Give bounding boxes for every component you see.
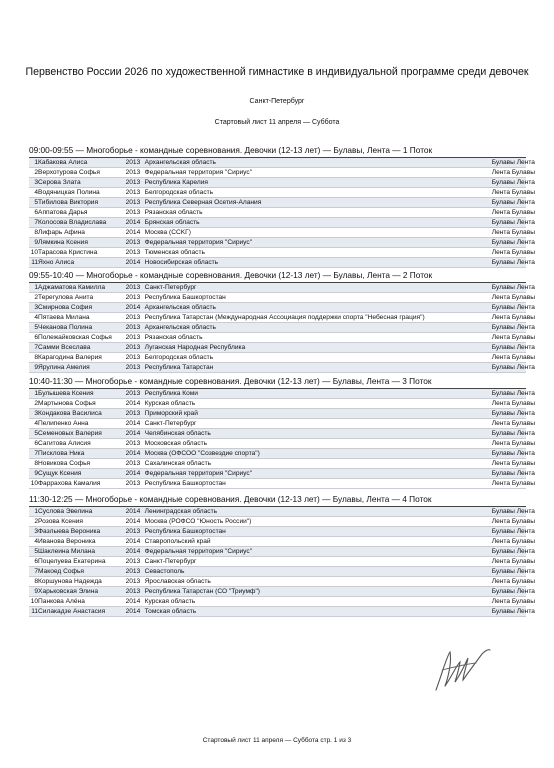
region-name: Республика Северная Осетия-Алания xyxy=(145,198,492,208)
table-row xyxy=(29,409,526,419)
athlete-name: Лифарь Афина xyxy=(38,228,126,238)
region-name: Москва (ОФСОО "Созвездие спорта") xyxy=(145,449,492,459)
region-name: Курская область xyxy=(145,597,492,607)
region-name: Ярославская область xyxy=(145,577,492,587)
start-list-date: Стартовый лист 11 апреля — Суббота xyxy=(214,119,340,126)
row-number: 2 xyxy=(29,399,38,409)
apparatus-order: Булавы Лента xyxy=(491,528,535,535)
row-number: 5 xyxy=(29,198,38,208)
region-name: Архангельская область xyxy=(145,158,492,168)
apparatus-order: Лента Булавы xyxy=(491,314,535,321)
birth-year: 2013 xyxy=(126,363,145,373)
row-number: 9 xyxy=(29,238,38,248)
apparatus-order: Лента Булавы xyxy=(491,249,535,256)
athlete-name: Терегулова Анита xyxy=(38,293,126,303)
athlete-name: Панкова Алёна xyxy=(38,597,126,607)
athlete-name: Самми Всеслава xyxy=(38,343,126,353)
table-row xyxy=(29,323,526,333)
athlete-name: Кабакова Алиса xyxy=(38,158,126,168)
row-number: 3 xyxy=(29,409,38,419)
athlete-name: Силакадзе Анастасия xyxy=(38,607,126,617)
stream-title: 09:55-10:40 — Многоборье - командные соревнования. Девочки (12-13 лет) — Булавы, Лента — 2 Поток xyxy=(29,270,433,280)
row-number: 4 xyxy=(29,537,38,547)
birth-year: 2013 xyxy=(126,168,145,178)
birth-year: 2013 xyxy=(126,409,145,419)
apparatus-order: Булавы Лента xyxy=(491,390,535,397)
region-name: Приморский край xyxy=(145,409,492,419)
birth-year: 2013 xyxy=(126,439,145,449)
athlete-name: Кондакова Василиса xyxy=(38,409,126,419)
table-row xyxy=(29,158,526,168)
table-row xyxy=(29,439,526,449)
birth-year: 2013 xyxy=(126,198,145,208)
start-list-table xyxy=(29,157,535,268)
apparatus-order: Булавы Лента xyxy=(491,568,535,575)
apparatus-order: Лента Булавы xyxy=(491,558,535,565)
birth-year: 2014 xyxy=(126,607,145,617)
apparatus-order: Лента Булавы xyxy=(491,229,535,236)
apparatus-order: Лента Булавы xyxy=(491,420,535,427)
row-number: 8 xyxy=(29,459,38,469)
apparatus-order: Булавы Лента xyxy=(491,450,535,457)
athlete-name: Яхно Алиса xyxy=(38,258,126,268)
region-name: Челябинская область xyxy=(145,429,492,439)
region-name: Новосибирская область xyxy=(145,258,492,268)
athlete-name: Розова Ксения xyxy=(38,517,126,527)
table-row xyxy=(29,363,526,373)
apparatus-order: Булавы Лента xyxy=(491,259,535,266)
region-name: Республика Татарстан (СО "Триумф") xyxy=(145,587,492,597)
athlete-name: Пелипенко Анна xyxy=(38,419,126,429)
birth-year: 2013 xyxy=(126,527,145,537)
row-number: 7 xyxy=(29,449,38,459)
birth-year: 2014 xyxy=(126,218,145,228)
table-row xyxy=(29,469,526,479)
region-name: Москва (СCKГ) xyxy=(145,228,492,238)
table-row xyxy=(29,479,526,489)
athlete-name: Поцелуева Екатерина xyxy=(38,557,126,567)
birth-year: 2013 xyxy=(126,158,145,168)
birth-year: 2013 xyxy=(126,587,145,597)
athlete-name: Фаррахова Камалия xyxy=(38,479,126,489)
table-row xyxy=(29,258,526,268)
region-name: Брянская область xyxy=(145,218,492,228)
region-name: Тюменская область xyxy=(145,248,492,258)
athlete-name: Шаклеина Милана xyxy=(38,547,126,557)
row-number: 9 xyxy=(29,587,38,597)
region-name: Санкт-Петербург xyxy=(145,557,492,567)
apparatus-order: Лента Булавы xyxy=(491,440,535,447)
birth-year: 2013 xyxy=(126,389,145,399)
region-name: Республика Татарстан xyxy=(145,363,492,373)
region-name: Федеральная территория "Сириус" xyxy=(145,547,492,557)
apparatus-order: Лента Булавы xyxy=(491,400,535,407)
birth-year: 2014 xyxy=(126,258,145,268)
region-name: Республика Карелия xyxy=(145,178,492,188)
birth-year: 2013 xyxy=(126,353,145,363)
birth-year: 2013 xyxy=(126,567,145,577)
start-list-table xyxy=(29,506,535,617)
row-number: 11 xyxy=(29,258,38,268)
row-number: 6 xyxy=(29,333,38,343)
table-row xyxy=(29,303,526,313)
athlete-name: Харьковская Элина xyxy=(38,587,126,597)
athlete-name: Аппатова Дарья xyxy=(38,208,126,218)
apparatus-order: Булавы Лента xyxy=(491,470,535,477)
row-number: 1 xyxy=(29,158,38,168)
athlete-name: Новикова Софья xyxy=(38,459,126,469)
row-number: 8 xyxy=(29,353,38,363)
birth-year: 2014 xyxy=(126,597,145,607)
stream-2 xyxy=(29,270,535,373)
table-row xyxy=(29,188,526,198)
table-row xyxy=(29,517,526,527)
region-name: Республика Татарстан (Международная Ассоциация поддержки спорта "Небесная грация") xyxy=(145,313,492,323)
athlete-name: Булышева Ксения xyxy=(38,389,126,399)
apparatus-order: Лента Булавы xyxy=(491,538,535,545)
apparatus-order: Булавы Лента xyxy=(491,548,535,555)
region-name: Рязанская область xyxy=(145,333,492,343)
row-number: 4 xyxy=(29,419,38,429)
athlete-name: Тибилова Виктория xyxy=(38,198,126,208)
table-row xyxy=(29,537,526,547)
region-name: Республика Коми xyxy=(145,389,492,399)
table-row xyxy=(29,208,526,218)
region-name: Ставропольский край xyxy=(145,537,492,547)
athlete-name: Семеновых Валерия xyxy=(38,429,126,439)
athlete-name: Мартынова Софья xyxy=(38,399,126,409)
row-number: 1 xyxy=(29,389,38,399)
table-row xyxy=(29,597,526,607)
apparatus-order: Булавы Лента xyxy=(491,608,535,615)
row-number: 6 xyxy=(29,208,38,218)
birth-year: 2013 xyxy=(126,208,145,218)
stream-title: 10:40-11:30 — Многоборье - командные соревнования. Девочки (12-13 лет) — Булавы, Лента — 3 Поток xyxy=(29,376,432,386)
table-row xyxy=(29,178,526,188)
table-row xyxy=(29,218,526,228)
row-number: 2 xyxy=(29,168,38,178)
table-row xyxy=(29,228,526,238)
region-name: Санкт-Петербург xyxy=(145,283,492,293)
birth-year: 2013 xyxy=(126,283,145,293)
birth-year: 2013 xyxy=(126,557,145,567)
athlete-name: Ярулина Амелия xyxy=(38,363,126,373)
stream-4 xyxy=(29,494,535,617)
birth-year: 2013 xyxy=(126,293,145,303)
city-label: Санкт-Петербург xyxy=(249,98,305,105)
table-row xyxy=(29,198,526,208)
row-number: 3 xyxy=(29,178,38,188)
athlete-name: Карагодина Валерия xyxy=(38,353,126,363)
birth-year: 2014 xyxy=(126,429,145,439)
apparatus-order: Лента Булавы xyxy=(491,294,535,301)
region-name: Республика Башкортостан xyxy=(145,527,492,537)
birth-year: 2013 xyxy=(126,238,145,248)
apparatus-order: Лента Булавы xyxy=(491,598,535,605)
birth-year: 2014 xyxy=(126,303,145,313)
row-number: 7 xyxy=(29,343,38,353)
row-number: 10 xyxy=(30,480,39,487)
athlete-name: Смирнова София xyxy=(38,303,126,313)
birth-year: 2013 xyxy=(126,248,145,258)
row-number: 3 xyxy=(29,527,38,537)
table-row xyxy=(29,429,526,439)
athlete-name: Сущук Ксения xyxy=(38,469,126,479)
row-number: 1 xyxy=(29,507,38,517)
apparatus-order: Булавы Лента xyxy=(491,324,535,331)
table-row xyxy=(29,527,526,537)
apparatus-order: Булавы Лента xyxy=(491,284,535,291)
region-name: Архангельская область xyxy=(145,323,492,333)
row-number: 8 xyxy=(29,577,38,587)
row-number: 7 xyxy=(29,567,38,577)
stream-1 xyxy=(29,145,535,268)
row-number: 6 xyxy=(29,557,38,567)
birth-year: 2014 xyxy=(126,547,145,557)
row-number: 4 xyxy=(29,188,38,198)
row-number: 2 xyxy=(29,293,38,303)
birth-year: 2014 xyxy=(126,469,145,479)
table-row xyxy=(29,238,526,248)
athlete-name: Водяницкая Полина xyxy=(38,188,126,198)
region-name: Москва (РОФСО "Юность России") xyxy=(145,517,492,527)
table-row xyxy=(29,507,526,517)
apparatus-order: Лента Булавы xyxy=(491,578,535,585)
region-name: Федеральная территория "Сириус" xyxy=(145,238,492,248)
region-name: Томская область xyxy=(145,607,492,617)
athlete-name: Пятаева Милана xyxy=(38,313,126,323)
row-number: 7 xyxy=(29,218,38,228)
table-row xyxy=(29,459,526,469)
row-number: 4 xyxy=(29,313,38,323)
region-name: Санкт-Петербург xyxy=(145,419,492,429)
birth-year: 2013 xyxy=(126,178,145,188)
athlete-name: Лямкина Ксения xyxy=(38,238,126,248)
table-row xyxy=(29,389,526,399)
birth-year: 2014 xyxy=(126,507,145,517)
birth-year: 2014 xyxy=(126,399,145,409)
birth-year: 2013 xyxy=(126,333,145,343)
region-name: Республика Башкортостан xyxy=(145,479,492,489)
apparatus-order: Лента Булавы xyxy=(491,189,535,196)
table-row xyxy=(29,607,526,617)
row-number: 2 xyxy=(29,517,38,527)
document-title: Первенство России 2026 по художественной гимнастике в индивидуальной программе среди девочек xyxy=(25,66,529,78)
row-number: 11 xyxy=(29,607,38,617)
table-row xyxy=(29,283,526,293)
apparatus-order: Лента Булавы xyxy=(491,334,535,341)
row-number: 6 xyxy=(29,439,38,449)
row-number: 5 xyxy=(29,547,38,557)
athlete-name: Верхотурова Софья xyxy=(38,168,126,178)
region-name: Рязанская область xyxy=(145,208,492,218)
region-name: Архангельская область xyxy=(145,303,492,313)
apparatus-order: Лента Булавы xyxy=(491,169,535,176)
table-row xyxy=(29,168,526,178)
apparatus-order: Булавы Лента xyxy=(491,430,535,437)
birth-year: 2013 xyxy=(126,323,145,333)
handwritten-signature xyxy=(432,640,494,696)
stream-title: 09:00-09:55 — Многоборье - командные соревнования. Девочки (12-13 лет) — Булавы, Лента — 1 Поток xyxy=(29,145,433,155)
birth-year: 2014 xyxy=(126,537,145,547)
athlete-name: Колосова Владислава xyxy=(38,218,126,228)
region-name: Сахалинская область xyxy=(145,459,492,469)
row-number: 9 xyxy=(29,469,38,479)
row-number: 10 xyxy=(30,598,39,605)
row-number: 8 xyxy=(29,228,38,238)
region-name: Белгородская область xyxy=(145,353,492,363)
table-row xyxy=(29,557,526,567)
birth-year: 2013 xyxy=(126,313,145,323)
region-name: Федеральная территория "Сириус" xyxy=(145,469,492,479)
apparatus-order: Лента Булавы xyxy=(491,518,535,525)
table-row xyxy=(29,313,526,323)
athlete-name: Чеканова Полина xyxy=(38,323,126,333)
athlete-name: Иванова Вероника xyxy=(38,537,126,547)
birth-year: 2013 xyxy=(126,479,145,489)
table-row xyxy=(29,449,526,459)
start-list-table xyxy=(29,282,535,373)
row-number: 9 xyxy=(29,363,38,373)
row-number: 3 xyxy=(29,303,38,313)
region-name: Луганская Народная Республика xyxy=(145,343,492,353)
birth-year: 2014 xyxy=(126,449,145,459)
table-row xyxy=(29,293,526,303)
apparatus-order: Булавы Лента xyxy=(491,344,535,351)
apparatus-order: Булавы Лента xyxy=(491,239,535,246)
apparatus-order: Булавы Лента xyxy=(491,219,535,226)
birth-year: 2013 xyxy=(126,343,145,353)
birth-year: 2014 xyxy=(126,419,145,429)
apparatus-order: Булавы Лента xyxy=(491,179,535,186)
row-number: 1 xyxy=(29,283,38,293)
region-name: Белгородская область xyxy=(145,188,492,198)
table-row xyxy=(29,248,526,258)
region-name: Курская область xyxy=(145,399,492,409)
region-name: Севастополь xyxy=(145,567,492,577)
table-row xyxy=(29,343,526,353)
apparatus-order: Булавы Лента xyxy=(491,364,535,371)
apparatus-order: Лента Булавы xyxy=(491,209,535,216)
row-number: 5 xyxy=(29,323,38,333)
table-row xyxy=(29,419,526,429)
athlete-name: Фазлыева Вероника xyxy=(38,527,126,537)
apparatus-order: Булавы Лента xyxy=(491,304,535,311)
table-row xyxy=(29,399,526,409)
stream-3 xyxy=(29,376,535,489)
table-row xyxy=(29,567,526,577)
apparatus-order: Булавы Лента xyxy=(491,588,535,595)
apparatus-order: Булавы Лента xyxy=(491,159,535,166)
row-number: 10 xyxy=(30,249,39,256)
apparatus-order: Лента Булавы xyxy=(491,460,535,467)
stream-title: 11:30-12:25 — Многоборье - командные соревнования. Девочки (12-13 лет) — Булавы, Лента — 4 Поток xyxy=(29,494,432,504)
table-row xyxy=(29,333,526,343)
table-row xyxy=(29,547,526,557)
table-row xyxy=(29,577,526,587)
apparatus-order: Лента Булавы xyxy=(491,480,535,487)
apparatus-order: Лента Булавы xyxy=(491,354,535,361)
table-row xyxy=(29,587,526,597)
apparatus-order: Булавы Лента xyxy=(491,199,535,206)
page-footer: Стартовый лист 11 апреля — Суббота стр. 1 из 3 xyxy=(202,737,352,744)
region-name: Московская область xyxy=(145,439,492,449)
table-row xyxy=(29,353,526,363)
athlete-name: Аджаматова Камилла xyxy=(38,283,126,293)
athlete-name: Суслова Эвелина xyxy=(38,507,126,517)
start-list-table xyxy=(29,388,535,489)
athlete-name: Сагитова Алисия xyxy=(38,439,126,449)
athlete-name: Серова Злата xyxy=(38,178,126,188)
birth-year: 2014 xyxy=(126,228,145,238)
birth-year: 2013 xyxy=(126,459,145,469)
athlete-name: Коршунова Надежда xyxy=(38,577,126,587)
region-name: Ленинградская область xyxy=(145,507,492,517)
region-name: Республика Башкортостан xyxy=(145,293,492,303)
birth-year: 2013 xyxy=(126,188,145,198)
row-number: 5 xyxy=(29,429,38,439)
athlete-name: Тарасова Кристина xyxy=(38,248,126,258)
apparatus-order: Булавы Лента xyxy=(491,508,535,515)
region-name: Федеральная территория "Сириус" xyxy=(145,168,492,178)
birth-year: 2013 xyxy=(126,577,145,587)
athlete-name: Полежайковская Софья xyxy=(38,333,126,343)
birth-year: 2014 xyxy=(126,517,145,527)
athlete-name: Писклова Ника xyxy=(38,449,126,459)
apparatus-order: Булавы Лента xyxy=(491,410,535,417)
athlete-name: Макоед Софья xyxy=(38,567,126,577)
